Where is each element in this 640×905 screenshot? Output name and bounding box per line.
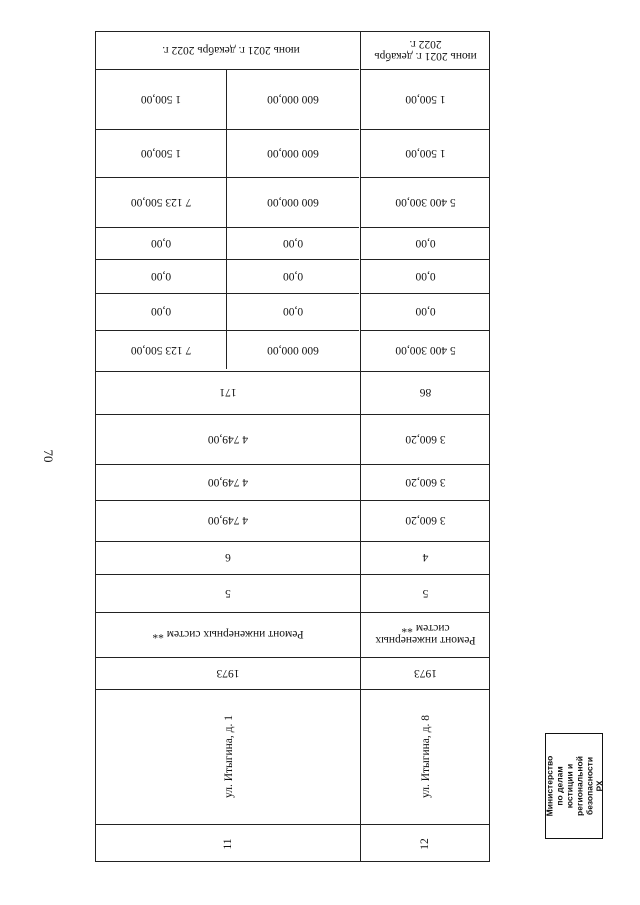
- work-type-11: Ремонт инженерных систем **: [152, 628, 304, 641]
- cost-12-a: 3 600,20: [405, 514, 446, 527]
- amount-12-total: 5 400 300,00: [395, 196, 456, 208]
- value-12-a: 5: [422, 587, 429, 599]
- amount-11-zero-1b: 0,00: [282, 237, 304, 249]
- amount-11-extra-4: 600 000,00: [267, 93, 319, 105]
- amount-11-total-2: 600 000,00: [267, 196, 319, 208]
- row-number-12: 12: [419, 838, 431, 850]
- cost-12-b: 3 600,20: [405, 476, 446, 488]
- ministry-stamp: [545, 733, 603, 839]
- year-12: 1973: [414, 667, 437, 679]
- amount-11-extra-2: 600 000,00: [267, 147, 319, 159]
- year-11: 1973: [216, 667, 240, 679]
- value-12-b: 4: [422, 551, 429, 564]
- work-type-12: Ремонт инженерных систем **: [375, 622, 476, 647]
- stamp-text: Министерство по делам юстиции и региональной безопасности РХ: [544, 755, 605, 817]
- amount-11-sub-2: 600 000,00: [267, 344, 319, 357]
- amount-11-sub-1: 7 123 500,00: [130, 344, 192, 357]
- page-number: 70: [41, 449, 56, 463]
- amount-12-sub: 5 400 300,00: [395, 344, 456, 357]
- cost-11-a: 4 749,00: [207, 514, 249, 527]
- housing-repair-table: [95, 31, 490, 862]
- amount-12-zero-2: 0,00: [415, 270, 436, 282]
- amount-11-zero-1a: 0,00: [150, 237, 172, 249]
- address-11: ул. Итыгина, д. 1: [222, 714, 235, 799]
- amount-12-extra-1: 1 500,00: [405, 147, 446, 159]
- row-number-11: 11: [222, 838, 234, 850]
- address-12: ул. Итыгина, д. 8: [419, 714, 432, 799]
- amount-11-zero-3b: 0,00: [282, 305, 304, 318]
- period-11: июнь 2021 г. декабрь 2022 г.: [162, 44, 300, 57]
- amount-11-zero-2b: 0,00: [282, 270, 304, 282]
- amount-11-extra-1: 1 500,00: [140, 147, 182, 159]
- cost-12-c: 3 600,20: [405, 433, 446, 445]
- value-11-a: 5: [225, 587, 231, 599]
- amount-11-total-1: 7 123 500,00: [130, 196, 192, 208]
- amount-11-zero-2a: 0,00: [150, 270, 172, 282]
- value-12-c: 86: [419, 386, 432, 399]
- value-11-c: 171: [219, 386, 237, 399]
- amount-12-zero-1: 0,00: [415, 237, 436, 249]
- value-11-b: 6: [225, 551, 231, 564]
- period-12: июнь 2021 г. декабрь 2022 г.: [374, 38, 477, 63]
- amount-12-extra-2: 1 500,00: [405, 93, 446, 105]
- cost-11-b: 4 749,00: [207, 476, 249, 488]
- cost-11-c: 4 749,00: [207, 433, 249, 445]
- amount-11-zero-3a: 0,00: [150, 305, 172, 318]
- amount-11-extra-3: 1 500,00: [140, 93, 182, 105]
- amount-12-zero-3: 0,00: [415, 305, 436, 318]
